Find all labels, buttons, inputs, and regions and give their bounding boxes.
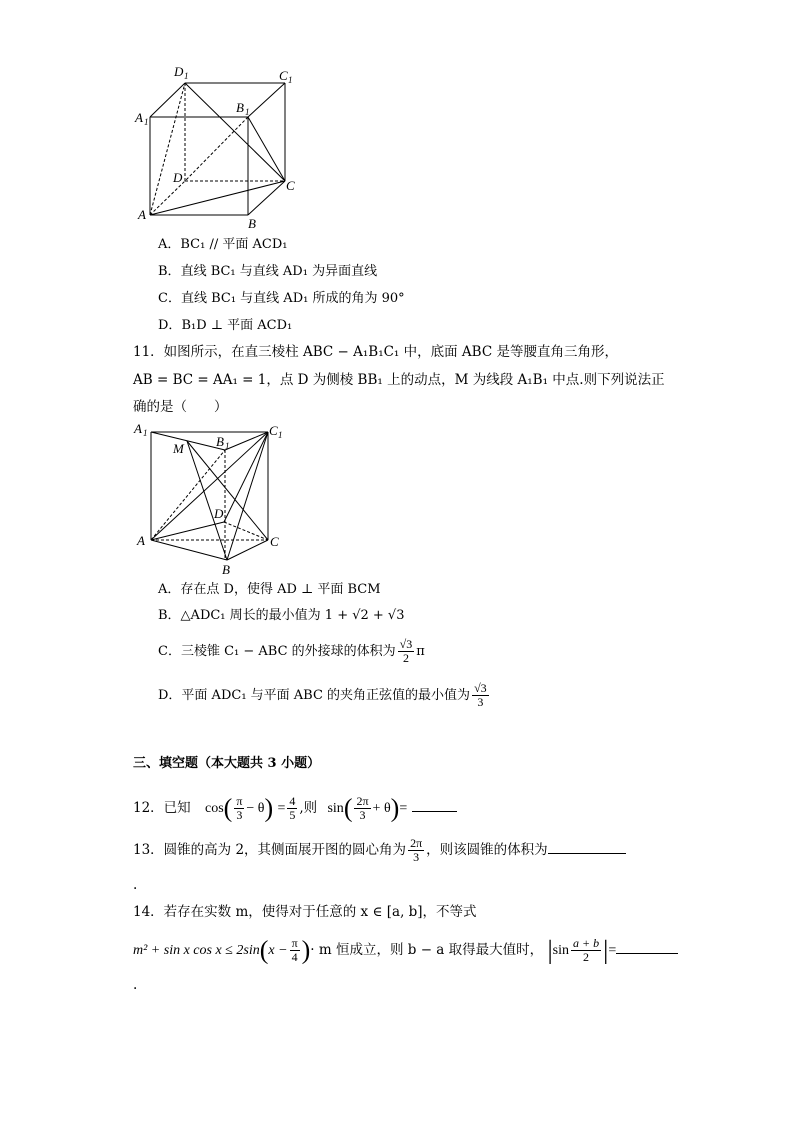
label-c: C [270,534,279,549]
label-c1: C [279,68,288,83]
q11-option-c: C．三棱锥 C₁ − ABC 的外接球的体积为 $\frac{√3}{2}$ π [158,637,425,665]
svg-text:1: 1 [143,428,148,438]
label-a1: A [135,110,143,125]
svg-text:1: 1 [288,75,293,85]
q11-option-a: A．存在点 D，使得 AD ⊥ 平面 BCM [158,582,381,597]
q11-stem-line1: 11．如图所示，在直三棱柱 ABC − A₁B₁C₁ 中，底面 ABC 是等腰直角三角形， [133,344,618,360]
q14-line1: 14．若存在实数 m，使得对于任意的 x ∈ [a, b]，不等式 [133,904,477,920]
label-d1: D [174,64,184,79]
q11-stem-line2: AB = BC = AA₁ = 1，点 D 为侧棱 BB₁ 上的动点，M 为线段 A₁B₁ 中点.则下列说法正 [133,372,665,388]
cube-figure [130,62,310,232]
q10-option-b: B．直线 BC₁ 与直线 AD₁ 为异面直线 [158,264,378,279]
prism-figure [130,420,300,580]
label-d: D [214,506,224,521]
q12: 12．已知 cos( $\frac{\pi}{3}$ − θ) = $\frac{4}{5}$ ,则 sin( $\frac{2\pi}{3}$ + θ)= [133,795,457,822]
label-a: A [138,207,146,222]
q14-line2: m² + sin x cos x ≤ 2sin(x − $\frac{\pi}{4}$ )· m 恒成立，则 b − a 取得最大值时， |sin $\frac{a + b}{2}$ |= [133,937,678,964]
section-title: 三、填空题（本大题共 3 小题） [133,756,321,771]
label-d: D [173,170,183,185]
label-c: C [286,178,295,193]
label-b: B [222,562,230,577]
q13: 13．圆锥的高为 2，其侧面展开图的圆心角为 $\frac{2\pi}{3}$ ，则该圆锥的体积为 [133,837,626,864]
q13-period: . [133,877,138,893]
svg-text:1: 1 [278,430,283,440]
label-b: B [248,216,256,231]
svg-text:1: 1 [225,441,230,451]
label-b1: B [216,434,224,449]
q11-stem-line3: 确的是（ ） [133,399,228,415]
q12-answer-blank[interactable] [412,799,457,812]
label-a: A [137,533,145,548]
svg-text:1: 1 [184,71,189,81]
q11-option-d: D．平面 ADC₁ 与平面 ABC 的夹角正弦值的最小值为 $\frac{√3}{3}$ [158,681,487,709]
label-c1: C [269,423,278,438]
q10-option-c: C．直线 BC₁ 与直线 AD₁ 所成的角为 90° [158,291,405,306]
label-m: M [173,441,184,456]
q11-option-b: B．△ADC₁ 周长的最小值为 1 + √2 + √3 [158,608,405,623]
q10-option-d: D．B₁D ⊥ 平面 ACD₁ [158,318,293,333]
svg-text:1: 1 [144,117,149,127]
q14-period: . [133,977,138,993]
label-b1: B [236,100,244,115]
label-a1: A [134,421,142,436]
q10-option-a: A．BC₁ // 平面 ACD₁ [158,237,288,252]
q14-answer-blank[interactable] [616,941,678,954]
q13-answer-blank[interactable] [548,841,626,854]
svg-text:1: 1 [245,107,250,117]
